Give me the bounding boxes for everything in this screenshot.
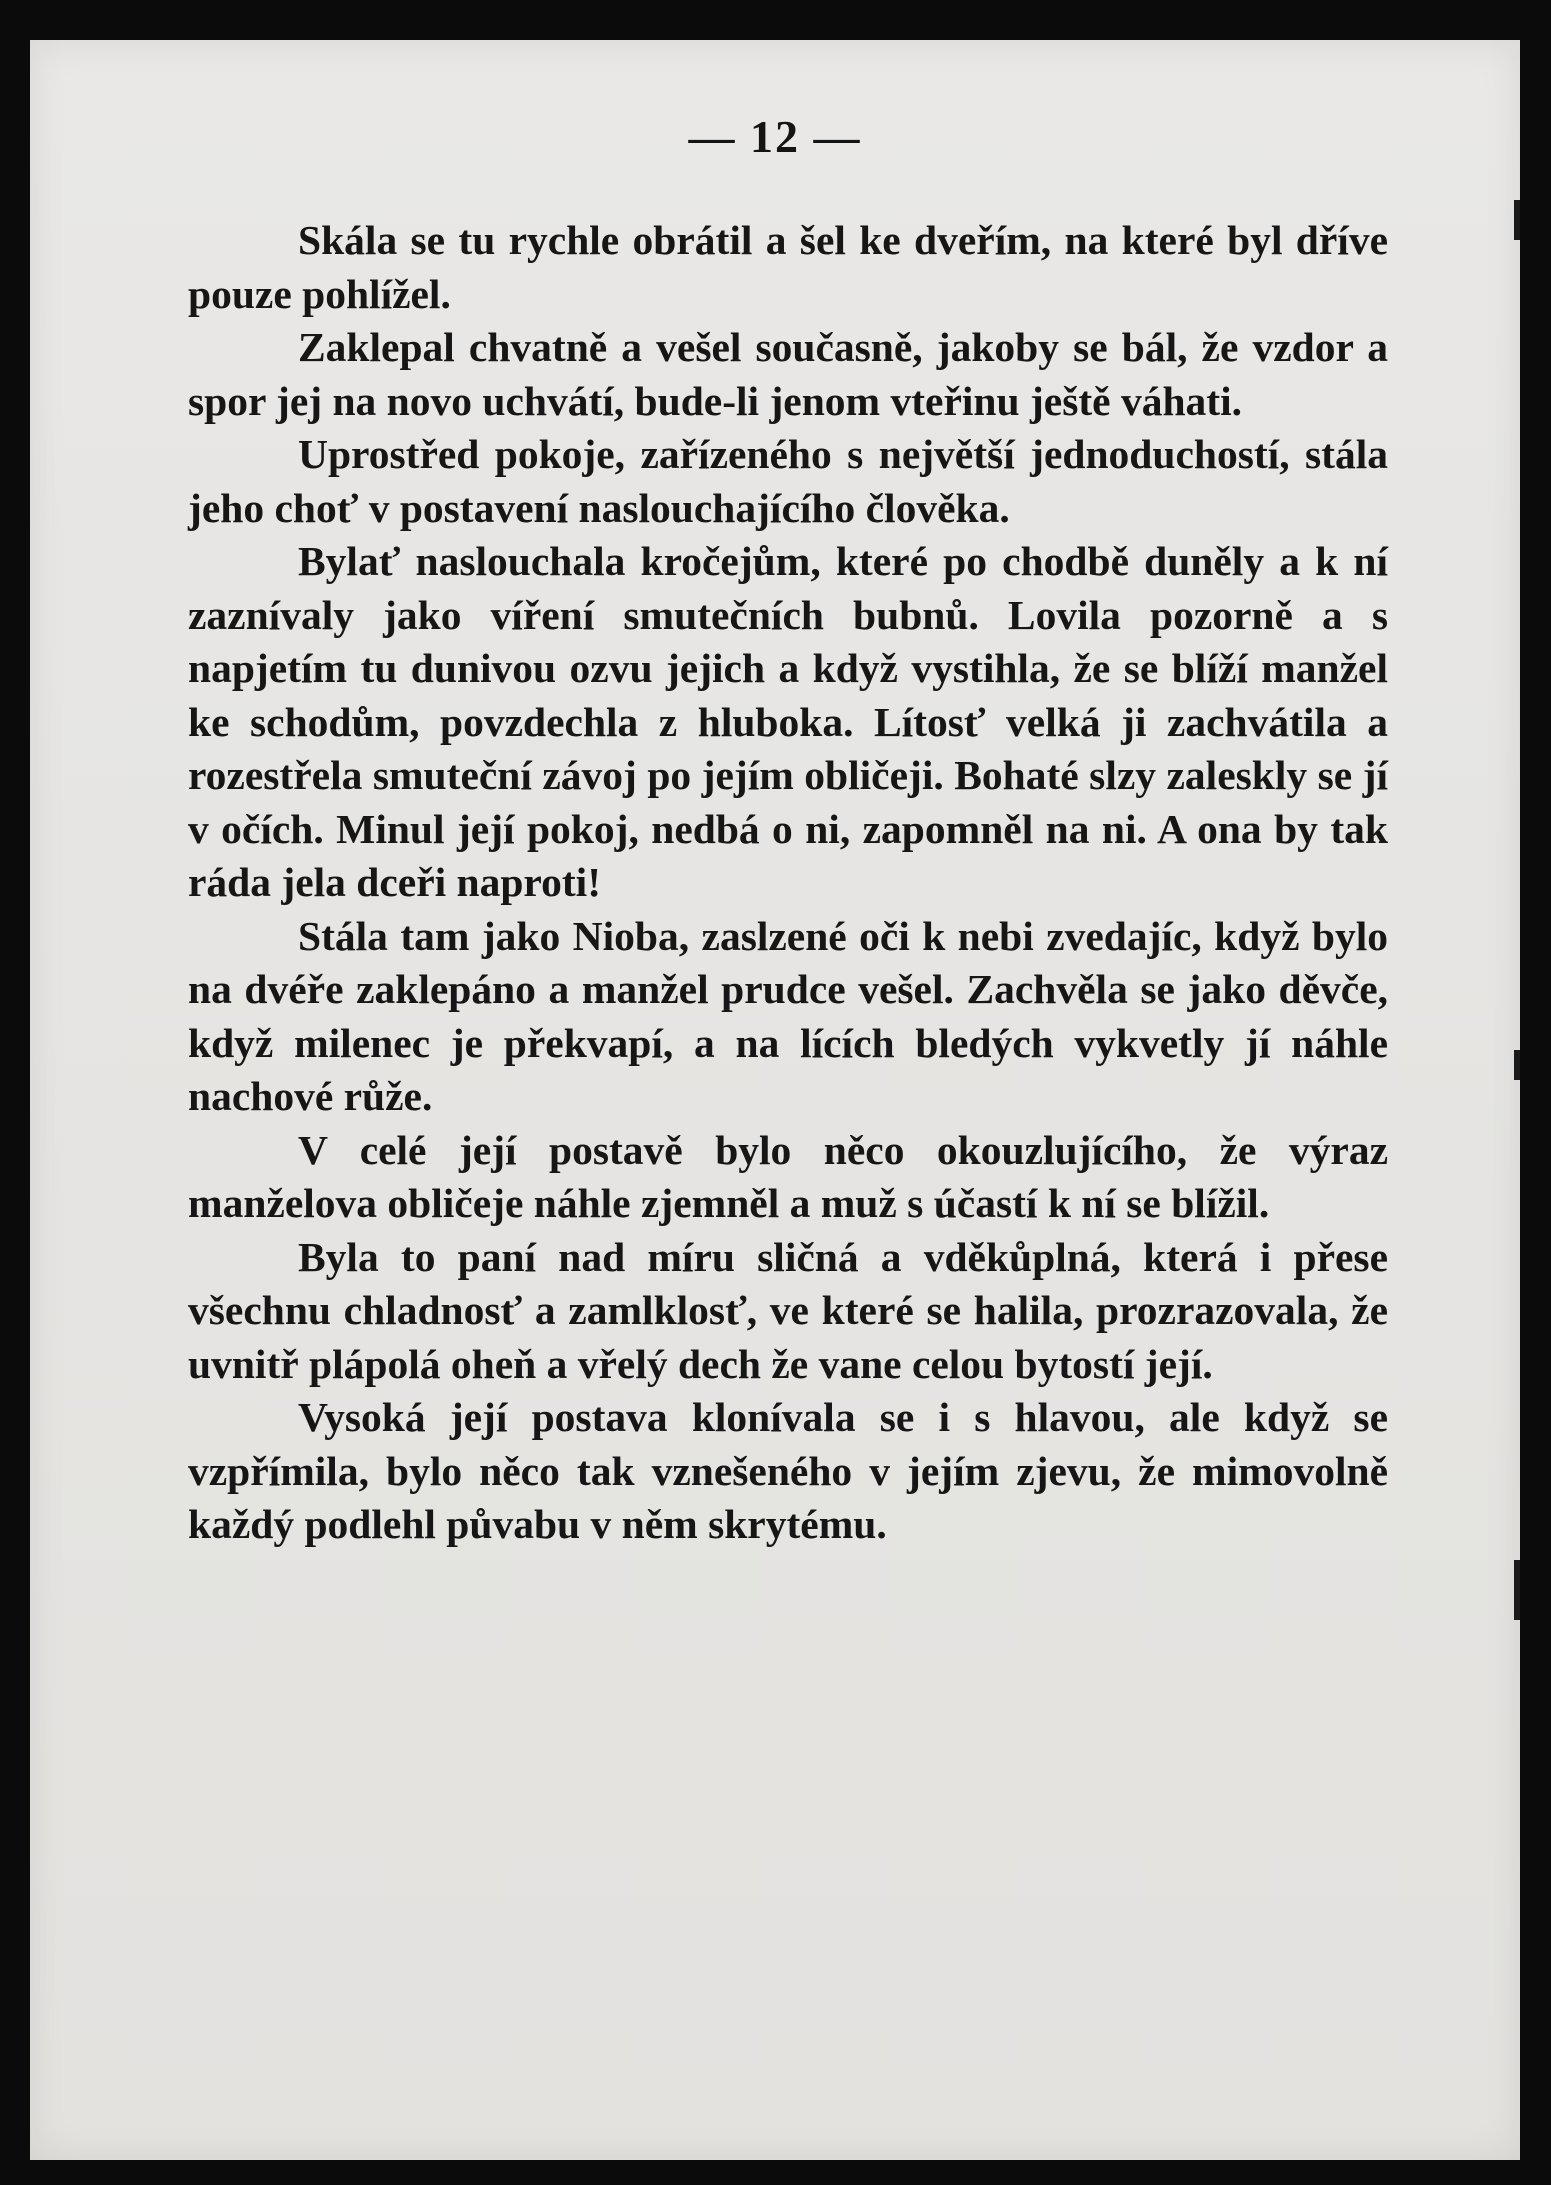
page-number: — 12 — xyxy=(688,111,862,162)
body-text xyxy=(188,214,1388,1552)
paragraph: V celé její postavě bylo něco okouzlujícího, že výraz manželova obličeje náhle zjemněl a muž s účastí k ní se blížil. xyxy=(188,1126,1388,1226)
paragraph: Zaklepal chvatně a vešel současně, jakoby se bál, že vzdor a spor jej na novo uchvátí, bude-li jenom vteřinu ještě váhati. xyxy=(188,324,1388,424)
paragraph: Byla to paní nad míru sličná a vděkůplná, která i přese všechnu chladnosť a zamlklosť, ve které se halila, prozrazovala, že uvnitř plápolá oheň a vřelý dech že vane celou bytostí její. xyxy=(188,1233,1388,1387)
paragraph: Bylať naslouchala kročejům, které po chodbě duněly a k ní zaznívaly jako víření smutečních bubnů. Lovila pozorně a s napjetím tu dunivou ozvu jejich a když vystihla, že se blíží manžel ke schodům, povzdechla z hluboka. Lítosť velká ji zachvátila a rozestřela smuteční závoj po jejím obličeji. Bohaté slzy zaleskly se jí v očích. Minul její pokoj, nedbá o ni, zapomněl na ni. A ona by tak ráda jela dceři naproti! xyxy=(188,538,1388,905)
page-edge-mark xyxy=(1514,1050,1520,1080)
paragraph: Skála se tu rychle obrátil a šel ke dveřím, na které byl dříve pouze pohlížel. xyxy=(188,217,1388,317)
book-page xyxy=(30,40,1520,2160)
paragraph: Uprostřed pokoje, zařízeného s největší jednoduchostí, stála jeho choť v postavení naslouchajícího člověka. xyxy=(188,431,1388,531)
page-edge-mark xyxy=(1514,200,1520,240)
paragraph: Vysoká její postava klonívala se i s hlavou, ale když se vzpřímila, bylo něco tak vznešeného v jejím zjevu, že mimovolně každý podlehl půvabu v něm skrytému. xyxy=(188,1394,1388,1547)
page-edge-mark xyxy=(1514,1560,1520,1620)
paragraph: Stála tam jako Nioba, zaslzené oči k nebi zvedajíc, když bylo na dvéře zaklepáno a manžel prudce vešel. Zachvěla se jako děvče, když milenec je překvapí, a na lících bledých vykvetly jí náhle nachové růže. xyxy=(188,912,1388,1119)
